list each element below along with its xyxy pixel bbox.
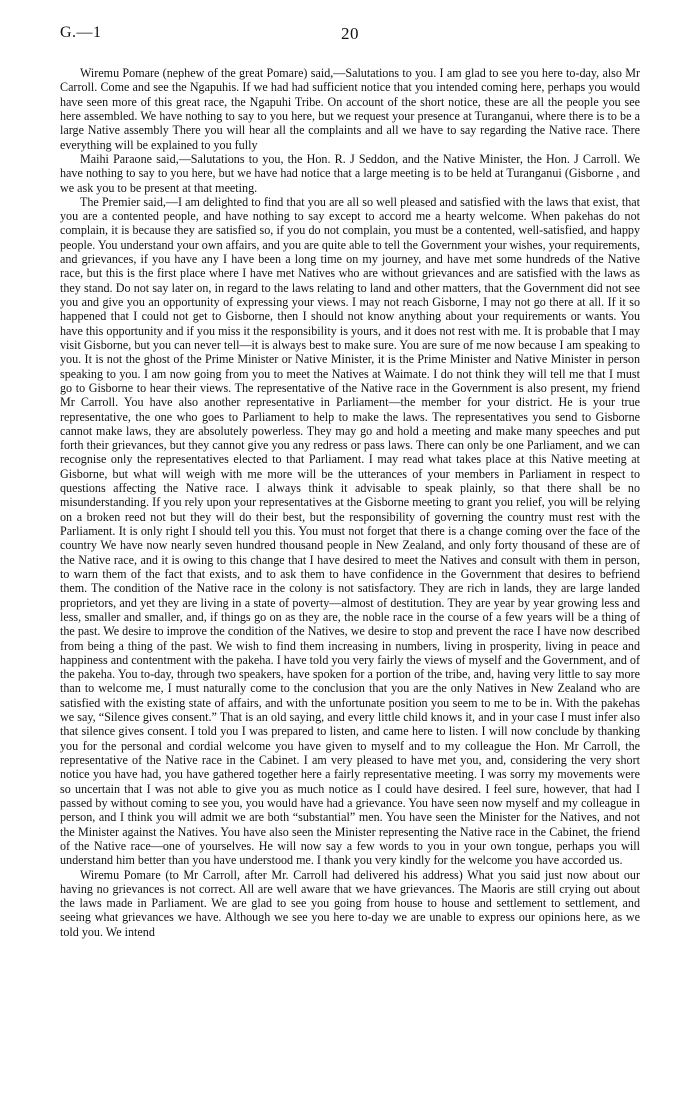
section-code: G.—1 [60,24,102,41]
paragraph-wiremu-pomare-1: Wiremu Pomare (nephew of the great Pomare) said,—Salutations to you. I am glad to see you here to-day, also Mr Carroll. Come and see the Ngapuhis. If we had had sufficient notice that you intended coming here, perhaps you would have seen more of this great race, the Ngapuhi Tribe. On account of the short notice, these are all the people you see here assembled. We have nothing to say to you here, but we request your presence at Turanganui, where there is to be a large Native assembly There you will hear all the complaints and all we have to say regarding the Native race. There everything will be explained to you fully [60,66,640,152]
body-text [60,66,640,939]
page-number: 20 [341,24,359,43]
paragraph-maihi-paraone: Maihi Paraone said,—Salutations to you, the Hon. R. J Seddon, and the Native Minister, the Hon. J Carroll. We have nothing to say to you here, but we have had notice that a large meeting is to be held at Turanganui (Gisborne , and we ask you to be present at that meeting. [60,151,640,195]
paragraph-wiremu-pomare-2: Wiremu Pomare (to Mr Carroll, after Mr. Carroll had delivered his address) What you said just now about our having no grievances is not correct. All are well aware that we have grievances. The Maoris are still crying out about the laws made in Parliament. We are glad to see you going from house to house and settlement to settlement, and seeing what grievances we have. Although we see you here to-day we are unable to express our opinions here, as we told you. We intend [60,867,640,939]
paragraph-premier-speech: The Premier said,—I am delighted to find that you are all so well pleased and satisfied with the laws that exist, that you are a contented people, and have nothing to say except to accord me a hearty welcome. When pakehas do not complain, it is because they are satisfied so, if you do not complain, you must be a contented, well-satisfied, and happy people. You understand your own affairs, and you are quite able to tell the Government your wishes, your requirements, and grievances, if you have any I have been a long time on my journey, and have met some hundreds of the Native race, but this is the first place where I have met Natives who are without grievances and are satisfied with the laws as they stand. Do not say later on, in regard to the laws relating to land and other matters, that the Government did not see you and give you an opportunity of expressing your views. I may not reach Gisborne, I may not go there at all. If it so happened that I could not get to Gisborne, then I should not know anything about your requirements or wants. You have this opportunity and if you miss it the responsibility is yours, and it does not rest with me. It is probable that I may visit Gisborne, but you can never tell—it is always best to make sure. You are sure of me now because I am speaking to you. It is not the ghost of the Prime Minister or Native Minister, it is the Prime Minister and Native Minister in person speaking to you. I am now going from you to meet the Natives at Waimate. I do not think they will tell me that I must go to Gisborne to hear their views. The representative of the Native race in the Government is also present, my friend Mr Carroll. You have also another representative in Parliament—the member for your district. He is your true representative, the one who goes to Parliament to help to make the laws. The representatives you send to Gisborne cannot make laws, they are absolutely powerless. They may go and hold a meeting and make many speeches and put forth their grievances, but they cannot give you any redress or pass laws. There can only be one Parliament, and we can recognise only the representatives elected to that Parliament. I may read what takes place at this Native meeting at Gisborne, but what will weigh with me more will be the utterances of your members in Parliament in respect to questions affecting the Native race. I always think it advisable to speak plainly, so that there shall be no misunderstanding. If you rely upon your representatives at the Gisborne meeting to grant you relief, you will be relying on a broken reed not but they will do their best, but the responsibility of governing the country must rest with the Parliament. It is only right I should tell you this. You must not forget that there is a change coming over the face of the country We have now nearly seven hundred thousand people in New Zealand, and only forty thousand of these are of the Native race, and it is owing to this change that I have desired to meet the Natives and consult with them in person, to warn them of the fact that exists, and to ask them to have confidence in the Government that desires to befriend them. The condition of the Native race in the colony is not satisfactory. They are rich in lands, they are large landed proprietors, and yet they are living in a state of poverty—almost of destitution. They are year by year growing less and less, smaller and smaller, and, if things go on as they are, the noble race in the course of a few years will be a thing of the past. We desire to improve the condition of the Natives, we desire to stop and prevent the race I have now described from being a thing of the past. We wish to find them increasing in numbers, living in prosperity, living in peace and happiness and contentment with the pakeha. I have told you very fairly the views of myself and the Government, and of the pakeha. You to-day, through two speakers, have spoken for a portion of the tribe, and, having very little to say more than to welcome me, I must naturally come to the conclusion that you are the only Natives in New Zealand who are satisfied with the existing state of affairs, and with the unfortunate position you seem to me to be in. With the pakehas we say, “Silence gives consent.” That is an old saying, and every little child knows it, and in your case I must infer also that silence gives consent. I told you I was prepared to listen, and came here to listen. I will now conclude by thanking you for the personal and cordial welcome you have given to myself and to my colleague the Hon. Mr Carroll, the representative of the Native race in the Cabinet. I am very pleased to have met you, and, considering the very short notice you have had, you have gathered together here a fairly representative meeting. I was sorry my movements were so uncertain that I was not able to give you as much notice as I could have desired. I feel sure, however, that had I passed by without coming to see you, you would have had a grievance. You have seen now myself and my colleague in person, and I think you will admit we are both “substantial” men. You have seen the Minister for the Natives, and not the Minister against the Natives. You have also seen the Minister representing the Native race in the Cabinet, the friend of the Native race—one of yourselves. He will now say a few words to you in your own tongue, perhaps you will understand him better than you have understood me. I thank you very kindly for the welcome you have accorded us. [60,194,640,868]
page-header [60,24,640,54]
